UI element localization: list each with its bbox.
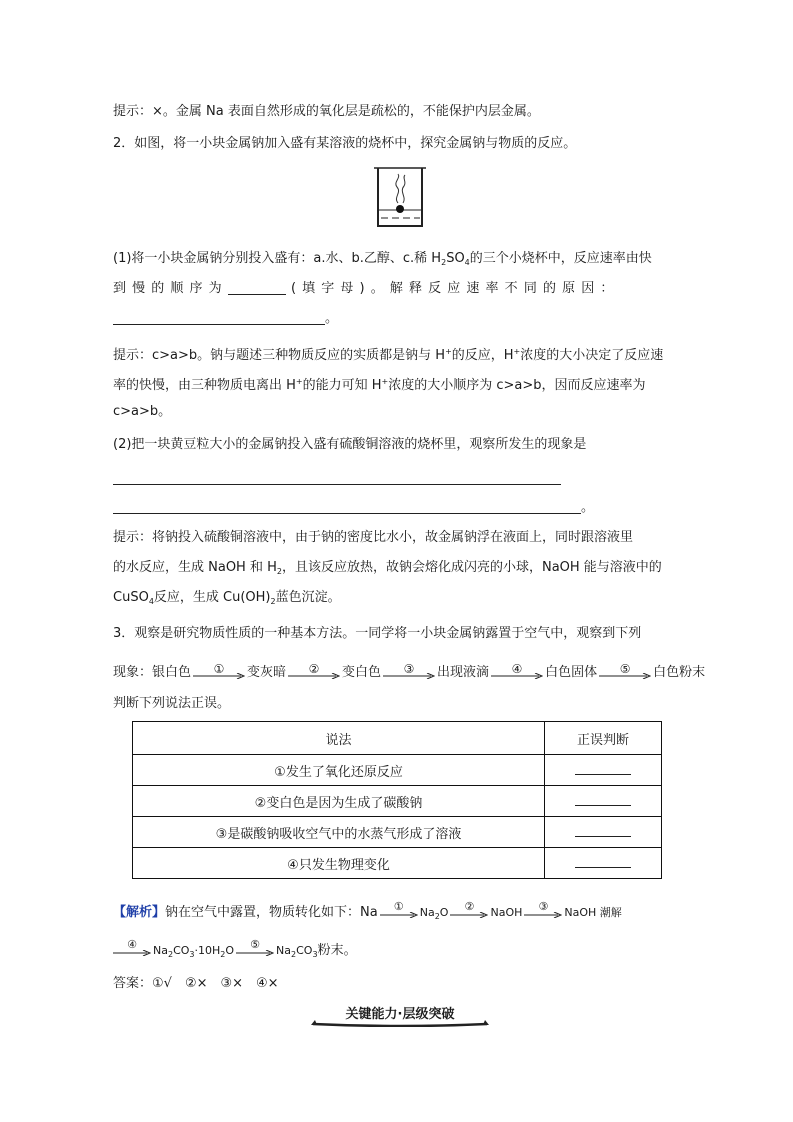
statement-cell: ④只发生物理变化 (133, 848, 545, 879)
answer-line-text: 答案：①√ ②× ③× ④× (113, 976, 279, 991)
answer-blank[interactable] (575, 824, 631, 837)
arrow-5: ⑤ (236, 942, 274, 960)
arrow-2: ② (450, 904, 488, 922)
arrow-3: ③ (524, 904, 562, 922)
analysis-line-1: 【解析】钠在空气中露置，物质转化如下：Na ① $Na_2O$ ② NaOH ③ NaOH 潮解 (113, 899, 622, 921)
hint-3-line-3: CuSO$_4$反应，生成 $Cu(OH)_2$蓝色沉淀。 (113, 590, 341, 606)
arrow-2: ② (288, 664, 340, 682)
judgement-table (132, 721, 662, 879)
arrow-4: ④ (491, 664, 543, 682)
arrow-4: ④ (113, 942, 151, 960)
table-row (133, 755, 662, 786)
header-statement: 说法 (133, 722, 545, 755)
hint-3-line-2: 的水反应，生成 NaOH 和 $H_2$，且该反应放热，故钠会熔化成闪亮的小球，NaOH 能与溶液中的 (113, 560, 662, 576)
hint-3-line-1: 提示：将钠投入硫酸铜溶液中，由于钠的密度比水小，故金属钠浮在液面上，同时跟溶液里 (113, 530, 634, 545)
arrow-5: ⑤ (599, 664, 651, 682)
answer-line[interactable] (113, 484, 561, 485)
arrow-3: ③ (383, 664, 435, 682)
table-row (133, 848, 662, 879)
hint-2-line-2: 率的快慢，由三种物质电离出 H+的能力可知 H+浓度的大小顺序为 c>a>b，因而反应速率为 (113, 377, 646, 393)
statement-cell: ②变白色是因为生成了碳酸钠 (133, 786, 545, 817)
answer-line[interactable] (113, 513, 581, 514)
judgement-cell[interactable] (545, 848, 662, 879)
question-2-part-1-line-2: 到 慢 的 顺 序 为 ( 填 字 母 ) 。 解 释 反 应 速 率 不 同 的 原 因 ： (113, 281, 615, 296)
analysis-label: 【解析】 (113, 905, 166, 920)
answer-blank[interactable] (575, 855, 631, 868)
observation-chain: 现象：银白色 ① 变灰暗 ② 变白色 ③ 出现液滴 ④ 白色固体 ⑤ 白色粉末 (113, 661, 706, 680)
table-row (133, 786, 662, 817)
judgement-cell[interactable] (545, 786, 662, 817)
hint-1: 提示：×。金属 Na 表面自然形成的氧化层是疏松的，不能保护内层金属。 (113, 104, 540, 119)
hint-2-line-3: c>a>b。 (113, 404, 172, 419)
arrow-1: ① (193, 664, 245, 682)
statement-cell: ①发生了氧化还原反应 (133, 755, 545, 786)
question-2-part-1-line-3: 。 (113, 310, 338, 328)
question-3-stem: 3．观察是研究物质性质的一种基本方法。一同学将一小块金属钠露置于空气中，观察到下列 (113, 626, 642, 641)
answer-blank[interactable] (575, 762, 631, 775)
table-header-row (133, 722, 662, 755)
hint-2-line-1: 提示：c>a>b。钠与题述三种物质反应的实质都是钠与 H+的反应，H+浓度的大小决定了反应速 (113, 347, 664, 363)
question-3-ask: 判断下列说法正误。 (113, 696, 231, 711)
header-judgement: 正误判断 (545, 722, 662, 755)
answer-blank[interactable] (228, 280, 286, 295)
answer-blank[interactable] (113, 310, 325, 325)
analysis-line-2: ④ $Na_2CO_3\cdot 10H_2O$ ⑤ $Na_2CO_3$粉末。 (113, 940, 357, 966)
beaker-figure (372, 166, 428, 230)
judgement-cell[interactable] (545, 817, 662, 848)
statement-cell: ③是碳酸钠吸收空气中的水蒸气形成了溶液 (133, 817, 545, 848)
banner-title: 关键能力·层级突破 (345, 1007, 455, 1022)
question-2-stem: 2．如图，将一小块金属钠加入盛有某溶液的烧杯中，探究金属钠与物质的反应。 (113, 136, 577, 151)
period: 。 (581, 500, 595, 515)
judgement-cell[interactable] (545, 755, 662, 786)
question-2-part-2-line-1: (2)把一块黄豆粒大小的金属钠投入盛有硫酸铜溶液的烧杯里，观察所发生的现象是 (113, 437, 587, 452)
answer-blank[interactable] (575, 793, 631, 806)
section-banner (311, 1007, 489, 1027)
question-2-part-1-line-1: (1)将一小块金属钠分别投入盛有：a.水、b.乙醇、c.稀 $H_2SO_4$的三个小烧杯中，反应速率由快 (113, 251, 652, 267)
table-row (133, 817, 662, 848)
arrow-1: ① (380, 904, 418, 922)
